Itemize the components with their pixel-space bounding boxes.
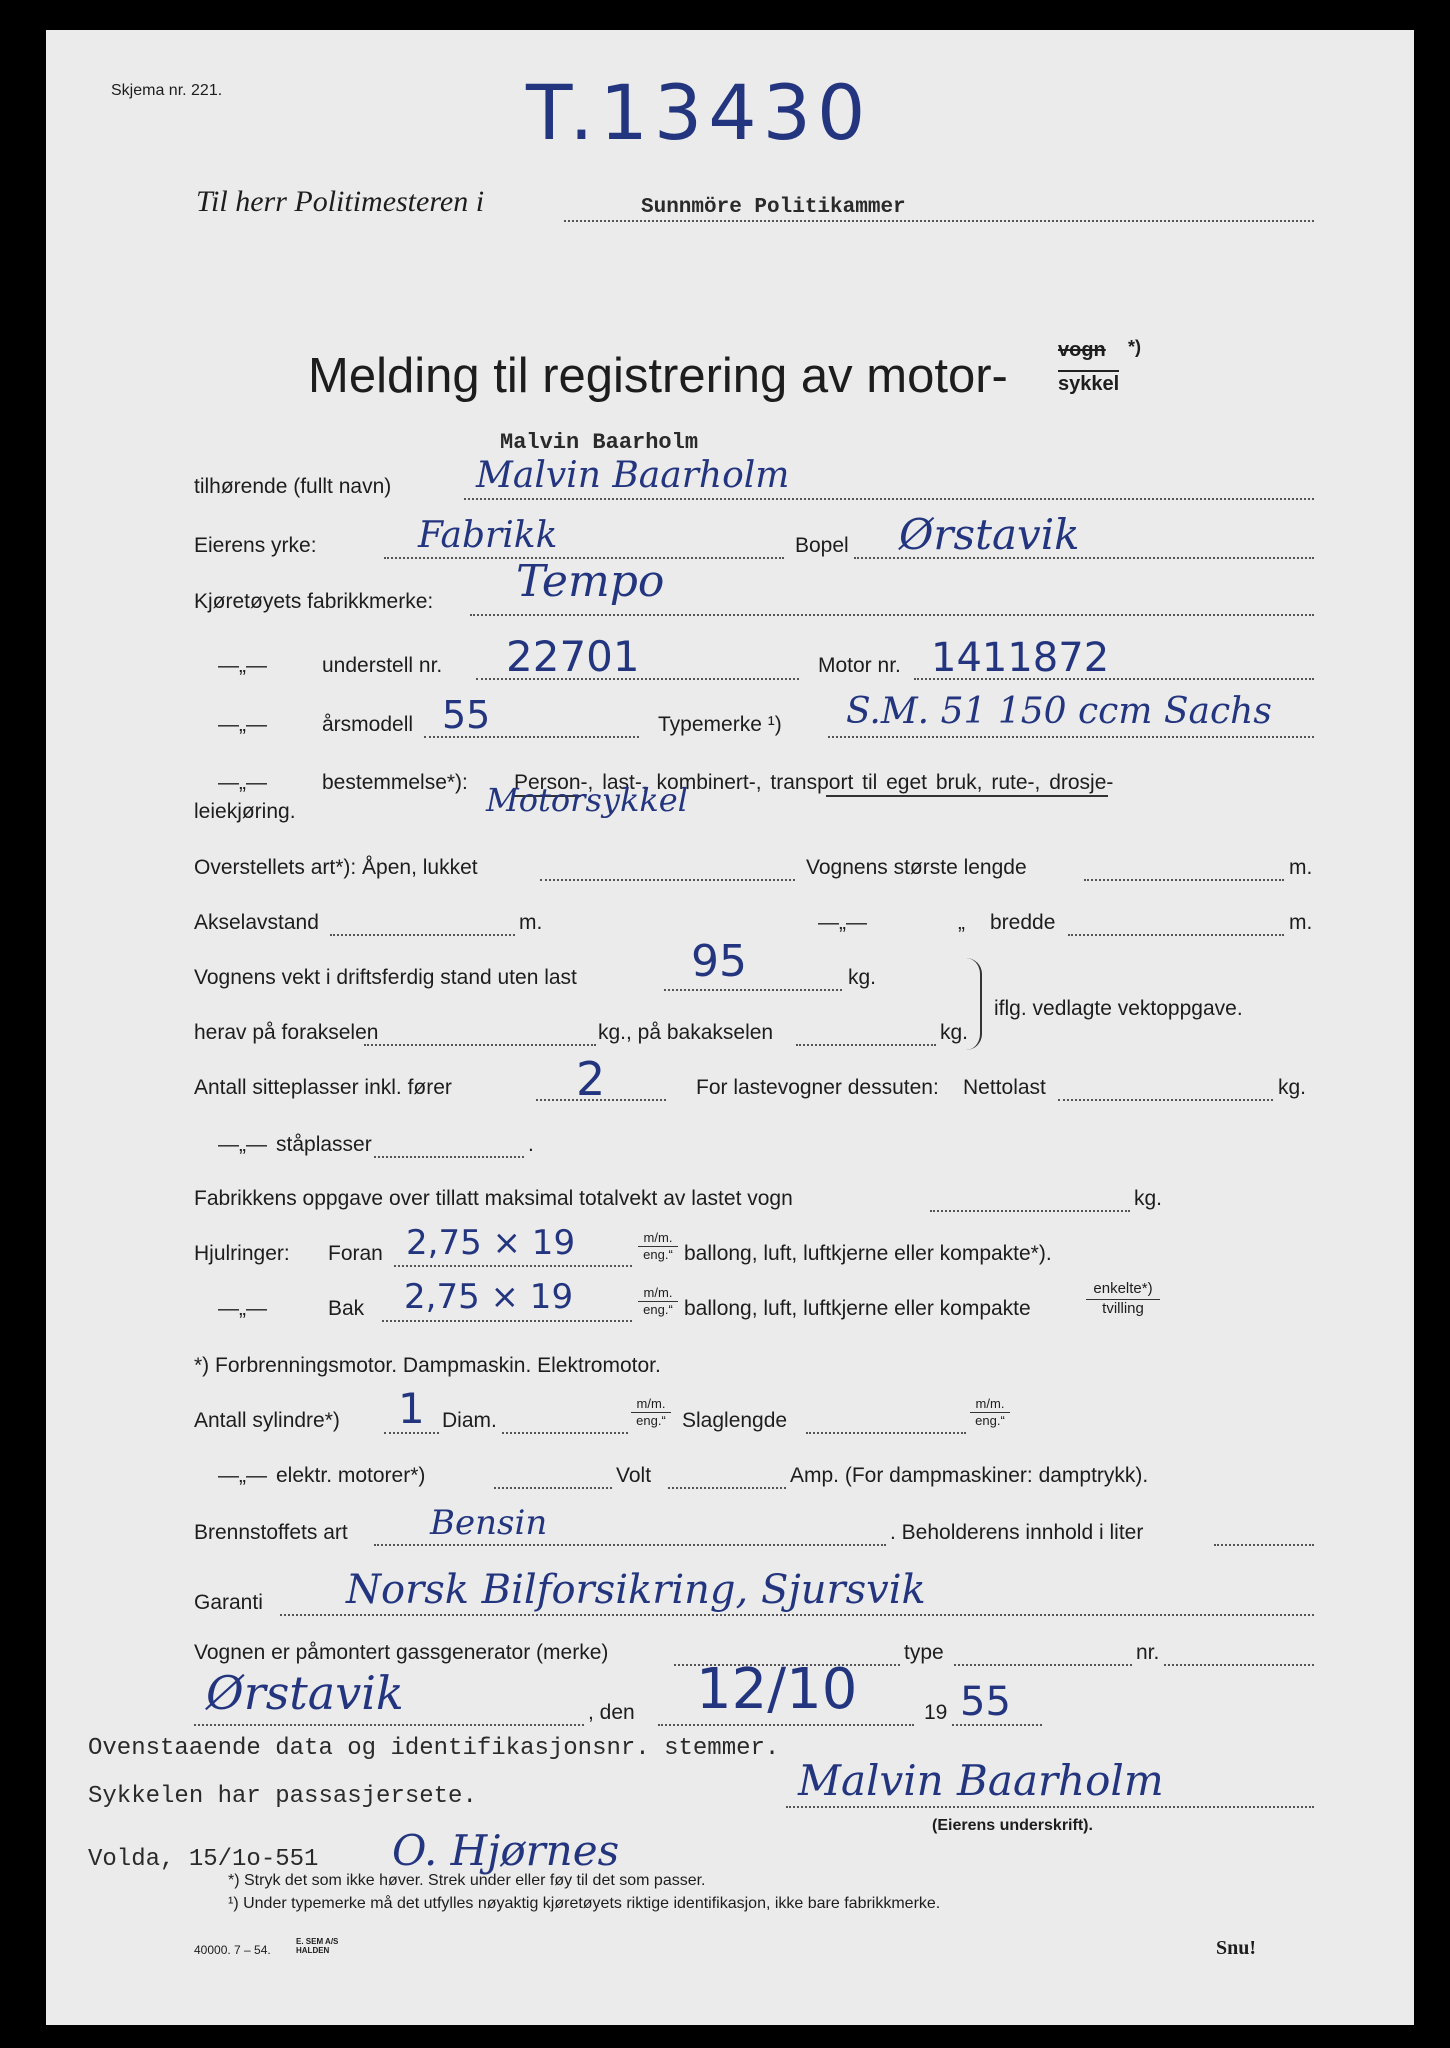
typed-note-1: Ovenstaaende data og identifikasjonsnr. stemmer. [88,1735,780,1762]
vekt-line [664,989,842,991]
ditto-2: —„— [218,713,267,736]
diam-line [502,1432,628,1434]
ditto-4: —„— [818,911,867,934]
yrke-value: Fabrikk [418,515,558,556]
turn-over: Snu! [1216,1937,1257,1959]
bredde-quote: „ [958,911,965,934]
place-value: Ørstavik [206,1666,404,1720]
case-number-handwritten: T.13430 [526,68,872,157]
lengde-unit: m. [1289,856,1313,879]
motor-value: 1411872 [931,635,1110,681]
bestemmelse-label: bestemmelse*): [322,771,468,794]
typemerke-line [828,736,1314,738]
overstell-line [540,879,795,881]
motor-label: Motor nr. [818,654,901,677]
bredde-label: bredde [990,911,1056,934]
totalvekt-unit: kg. [1134,1187,1163,1210]
owner-label: tilhørende (fullt navn) [194,475,392,498]
lengde-line [1084,879,1284,881]
printer-name: E. SEM A/S HALDEN [296,1937,339,1955]
arsmodell-label: årsmodell [322,713,414,736]
aksel-line [330,934,515,936]
bestemmelse-options: Person-, last-, kombinert-, transport til eget bruk, rute-, drosje- [514,771,1114,794]
type-label: type [904,1641,944,1664]
bopel-value: Ørstavik [899,510,1080,559]
vekt-unit: kg. [848,966,877,989]
vekt-value: 95 [691,936,747,987]
brenn-value: Bensin [430,1503,548,1543]
behold-line [1214,1544,1314,1546]
yrke-label: Eierens yrke: [194,534,317,557]
staa-label: ståplasser [276,1133,372,1156]
laste-label: For lastevogner dessuten: [696,1076,939,1099]
sitte-label: Antall sitteplasser inkl. fører [194,1076,452,1099]
bopel-label: Bopel [795,534,849,557]
bakaksel-label: kg., på bakakselen [598,1021,774,1044]
underskrift-label: (Eierens underskrift). [932,1817,1093,1834]
footnote-2: ¹) Under typemerke må det utfylles nøyaktig kjøretøyets riktige identifikasjon, ikke bare fabrikkmerke. [228,1895,941,1912]
typemerke-label: Typemerke ¹) [658,713,782,736]
foran-line [394,1265,632,1267]
sitte-value: 2 [576,1052,606,1106]
owner-typed: Malvin Baarholm [500,430,699,455]
behold-label: . Beholderens innhold i liter [890,1521,1144,1544]
hjul-label: Hjulringer: [194,1242,290,1265]
fabrikk-line [470,614,1314,616]
officer-signature: O. Hjørnes [392,1826,620,1875]
typemerke-value: S.M. 51 150 ccm Sachs [846,691,1272,732]
year-value: 55 [960,1679,1011,1725]
gass-label: Vognen er påmontert gassgenerator (merke) [194,1641,609,1664]
title-sykkel: sykkel [1058,370,1119,394]
foran-label: Foran [328,1242,383,1265]
netto-unit: kg. [1278,1076,1307,1099]
amp-label: Amp. (For dampmaskiner: damptrykk). [790,1464,1149,1487]
nr-label: nr. [1136,1641,1160,1664]
vektoppgave-text: iflg. vedlagte vektoppgave. [994,997,1243,1020]
foraksel-line [364,1044,596,1046]
bak-ballong: ballong, luft, luftkjerne eller kompakte [684,1297,1031,1320]
volt-label: Volt [616,1464,652,1487]
elektr-label: elektr. motorer*) [276,1464,426,1487]
typed-note-3: Volda, 15/1o-551 [88,1846,319,1873]
bestemmelse-value: Motorsykkel [486,781,688,819]
foran-units: m/m. eng.“ [638,1230,678,1264]
title-vogn-struck: vogn [1058,339,1106,361]
ditto-1: —„— [218,654,267,677]
understell-label: understell nr. [322,654,443,677]
slag-line [806,1432,966,1434]
slag-units: m/m. eng.“ [970,1396,1010,1430]
diam-units: m/m. eng.“ [631,1396,671,1430]
signature-line [786,1806,1314,1808]
netto-label: Nettolast [963,1076,1046,1099]
ditto-5: —„— [218,1133,267,1156]
netto-line [1058,1099,1273,1101]
bak-label: Bak [328,1297,365,1320]
diam-label: Diam. [442,1409,497,1432]
forbrenning-options: *) Forbrenningsmotor. Dampmaskin. Elektromotor. [194,1354,661,1377]
totalvekt-line [930,1210,1130,1212]
bak-value: 2,75 × 19 [404,1277,574,1317]
ditto-7: —„— [218,1464,267,1487]
ditto-3: —„— [218,771,267,794]
volt-line [668,1487,786,1489]
bakaksel-unit: kg. [940,1021,969,1044]
addressee-line [564,220,1314,222]
underline-transport [826,795,1108,797]
typed-note-2: Sykkelen har passasjersete. [88,1783,477,1810]
den-label: , den [588,1701,635,1724]
bestemmelse-options-2: leiekjøring. [194,800,296,823]
fabrikk-label: Kjøretøyets fabrikkmerke: [194,590,434,613]
understell-value: 22701 [506,632,640,681]
bakaksel-line [796,1044,936,1046]
garanti-label: Garanti [194,1591,263,1614]
place-line [194,1724,584,1726]
form-sheet [46,30,1414,2025]
date-value: 12/10 [696,1657,858,1722]
foraksel-label: herav på forakselen [194,1021,379,1044]
bak-units: m/m. eng.“ [638,1285,678,1319]
year-label: 19 [924,1701,948,1724]
addressee-prefix: Til herr Politimesteren i [196,185,485,218]
slag-label: Slaglengde [682,1409,788,1432]
weight-brace [966,958,982,1050]
brenn-line [374,1544,886,1546]
form-number: Skjema nr. 221. [111,82,223,99]
owner-line [464,498,1314,500]
fabrikk-value: Tempo [516,556,665,607]
elektr-line [494,1487,612,1489]
staa-line [374,1156,524,1158]
nr-line [1164,1664,1314,1666]
ditto-6: —„— [218,1297,267,1320]
owner-handwritten: Malvin Baarholm [476,455,790,496]
brenn-label: Brennstoffets art [194,1521,348,1544]
foran-value: 2,75 × 19 [406,1223,576,1263]
title-star: *) [1128,337,1141,357]
bredde-line [1068,934,1284,936]
staa-dot: . [528,1133,534,1156]
enkelte-tvilling: enkelte*) tvilling [1086,1280,1160,1319]
owner-signature: Malvin Baarholm [798,1756,1164,1805]
sylindre-value: 1 [398,1384,425,1433]
garanti-line [280,1614,1314,1616]
bak-line [382,1320,632,1322]
arsmodell-value: 55 [442,693,491,737]
footnote-1: *) Stryk det som ikke høver. Strek under eller føy til det som passer. [228,1872,706,1889]
lengde-label: Vognens største lengde [806,856,1027,879]
addressee-typed: Sunnmöre Politikammer [641,196,906,219]
form-title: Melding til registrering av motor- [308,349,1008,403]
vekt-label: Vognens vekt i driftsferdig stand uten last [194,966,577,989]
overstell-label: Overstellets art*): Åpen, lukket [194,856,478,879]
date-line [658,1724,914,1726]
totalvekt-label: Fabrikkens oppgave over tillatt maksimal totalvekt av lastet vogn [194,1187,793,1210]
bredde-unit: m. [1289,911,1313,934]
printer-code: 40000. 7 – 54. [194,1943,271,1957]
aksel-unit: m. [519,911,543,934]
type-line [954,1664,1132,1666]
foran-ballong: ballong, luft, luftkjerne eller kompakte*). [684,1242,1052,1265]
aksel-label: Akselavstand [194,911,319,934]
sylindre-label: Antall sylindre*) [194,1409,340,1432]
garanti-value: Norsk Bilforsikring, Sjursvik [346,1567,926,1613]
